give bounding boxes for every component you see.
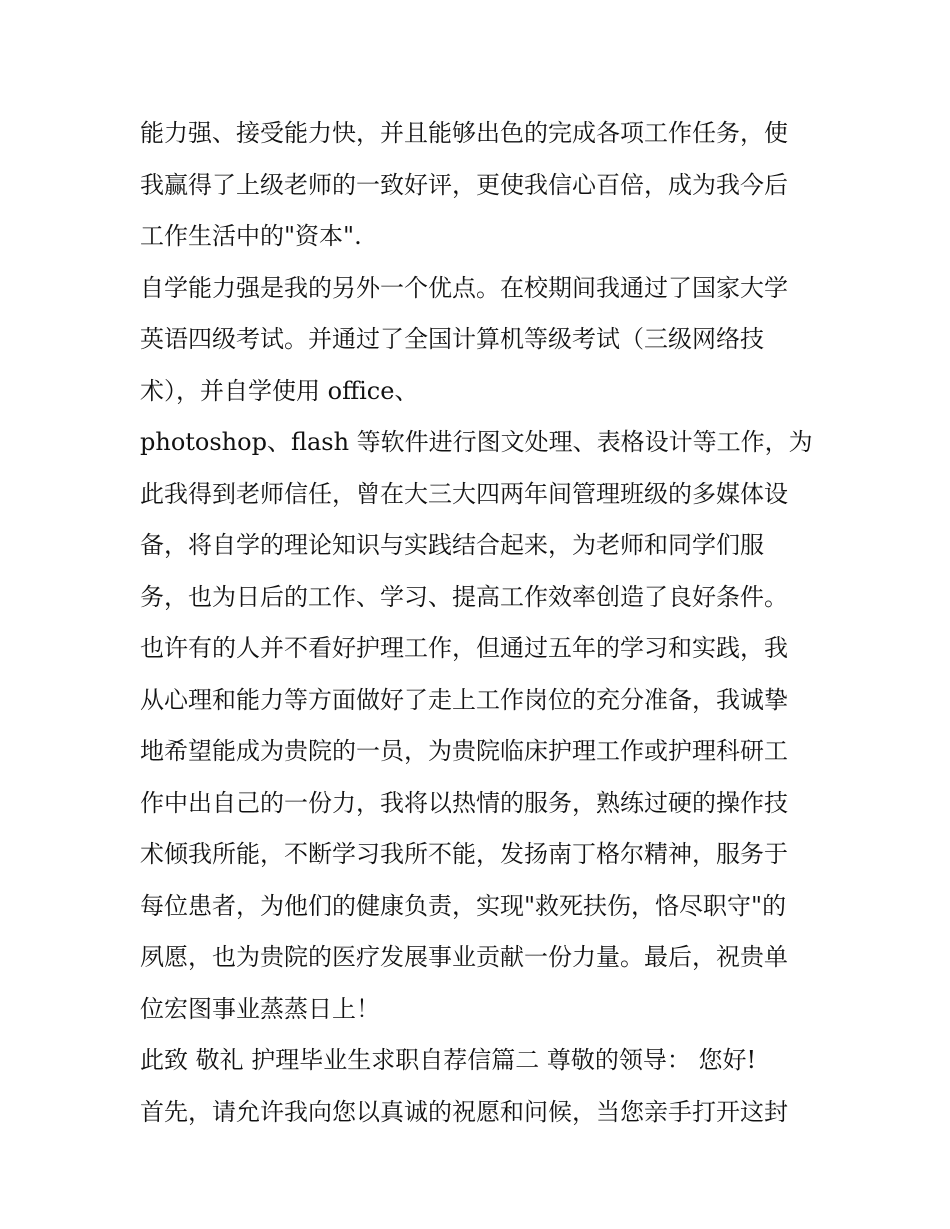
text-line: 作中出自己的一份力，我将以热情的服务，熟练过硬的操作技 [140, 788, 788, 817]
text-line: photoshop、flash 等软件进行图文处理、表格设计等工作，为 [140, 428, 813, 456]
text-line: 备，将自学的理论知识与实践结合起来，为老师和同学们服 [140, 531, 764, 559]
text-line: 此我得到老师信任，曾在大三大四两年间管理班级的多媒体设 [140, 479, 788, 508]
text-line: 夙愿，也为贵院的医疗发展事业贡献一份力量。最后，祝贵单 [140, 943, 788, 971]
letter-body [140, 108, 820, 1138]
text-line: 英语四级考试。并通过了全国计算机等级考试（三级网络技 [140, 325, 764, 353]
text-line: 术），并自学使用 office、 [140, 376, 419, 405]
text-line: 能力强、接受能力快，并且能够出色的完成各项工作任务，使 [140, 119, 788, 147]
text-line: 从心理和能力等方面做好了走上工作岗位的充分准备，我诚挚 [140, 685, 788, 714]
text-line: 每位患者，为他们的健康负责，实现"救死扶伤，恪尽职守"的 [140, 891, 787, 920]
text-line: 我赢得了上级老师的一致好评，更使我信心百倍，成为我今后 [140, 170, 788, 199]
text-line: 此致 敬礼 护理毕业生求职自荐信篇二 尊敬的领导： 您好! [140, 1046, 757, 1074]
text-line: 工作生活中的"资本". [140, 222, 362, 250]
text-line: 术倾我所能，不断学习我所不能，发扬南丁格尔精神，服务于 [140, 840, 788, 868]
text-line: 位宏图事业蒸蒸日上！ [140, 994, 380, 1023]
text-line: 务，也为日后的工作、学习、提高工作效率创造了良好条件。 [140, 582, 788, 611]
text-line: 自学能力强是我的另外一个优点。在校期间我通过了国家大学 [140, 273, 788, 302]
text-line: 地希望能成为贵院的一员，为贵院临床护理工作或护理科研工 [140, 737, 788, 765]
text-line: 首先，请允许我向您以真诚的祝愿和问候，当您亲手打开这封 [140, 1097, 788, 1126]
text-line: 也许有的人并不看好护理工作，但通过五年的学习和实践，我 [140, 634, 788, 662]
